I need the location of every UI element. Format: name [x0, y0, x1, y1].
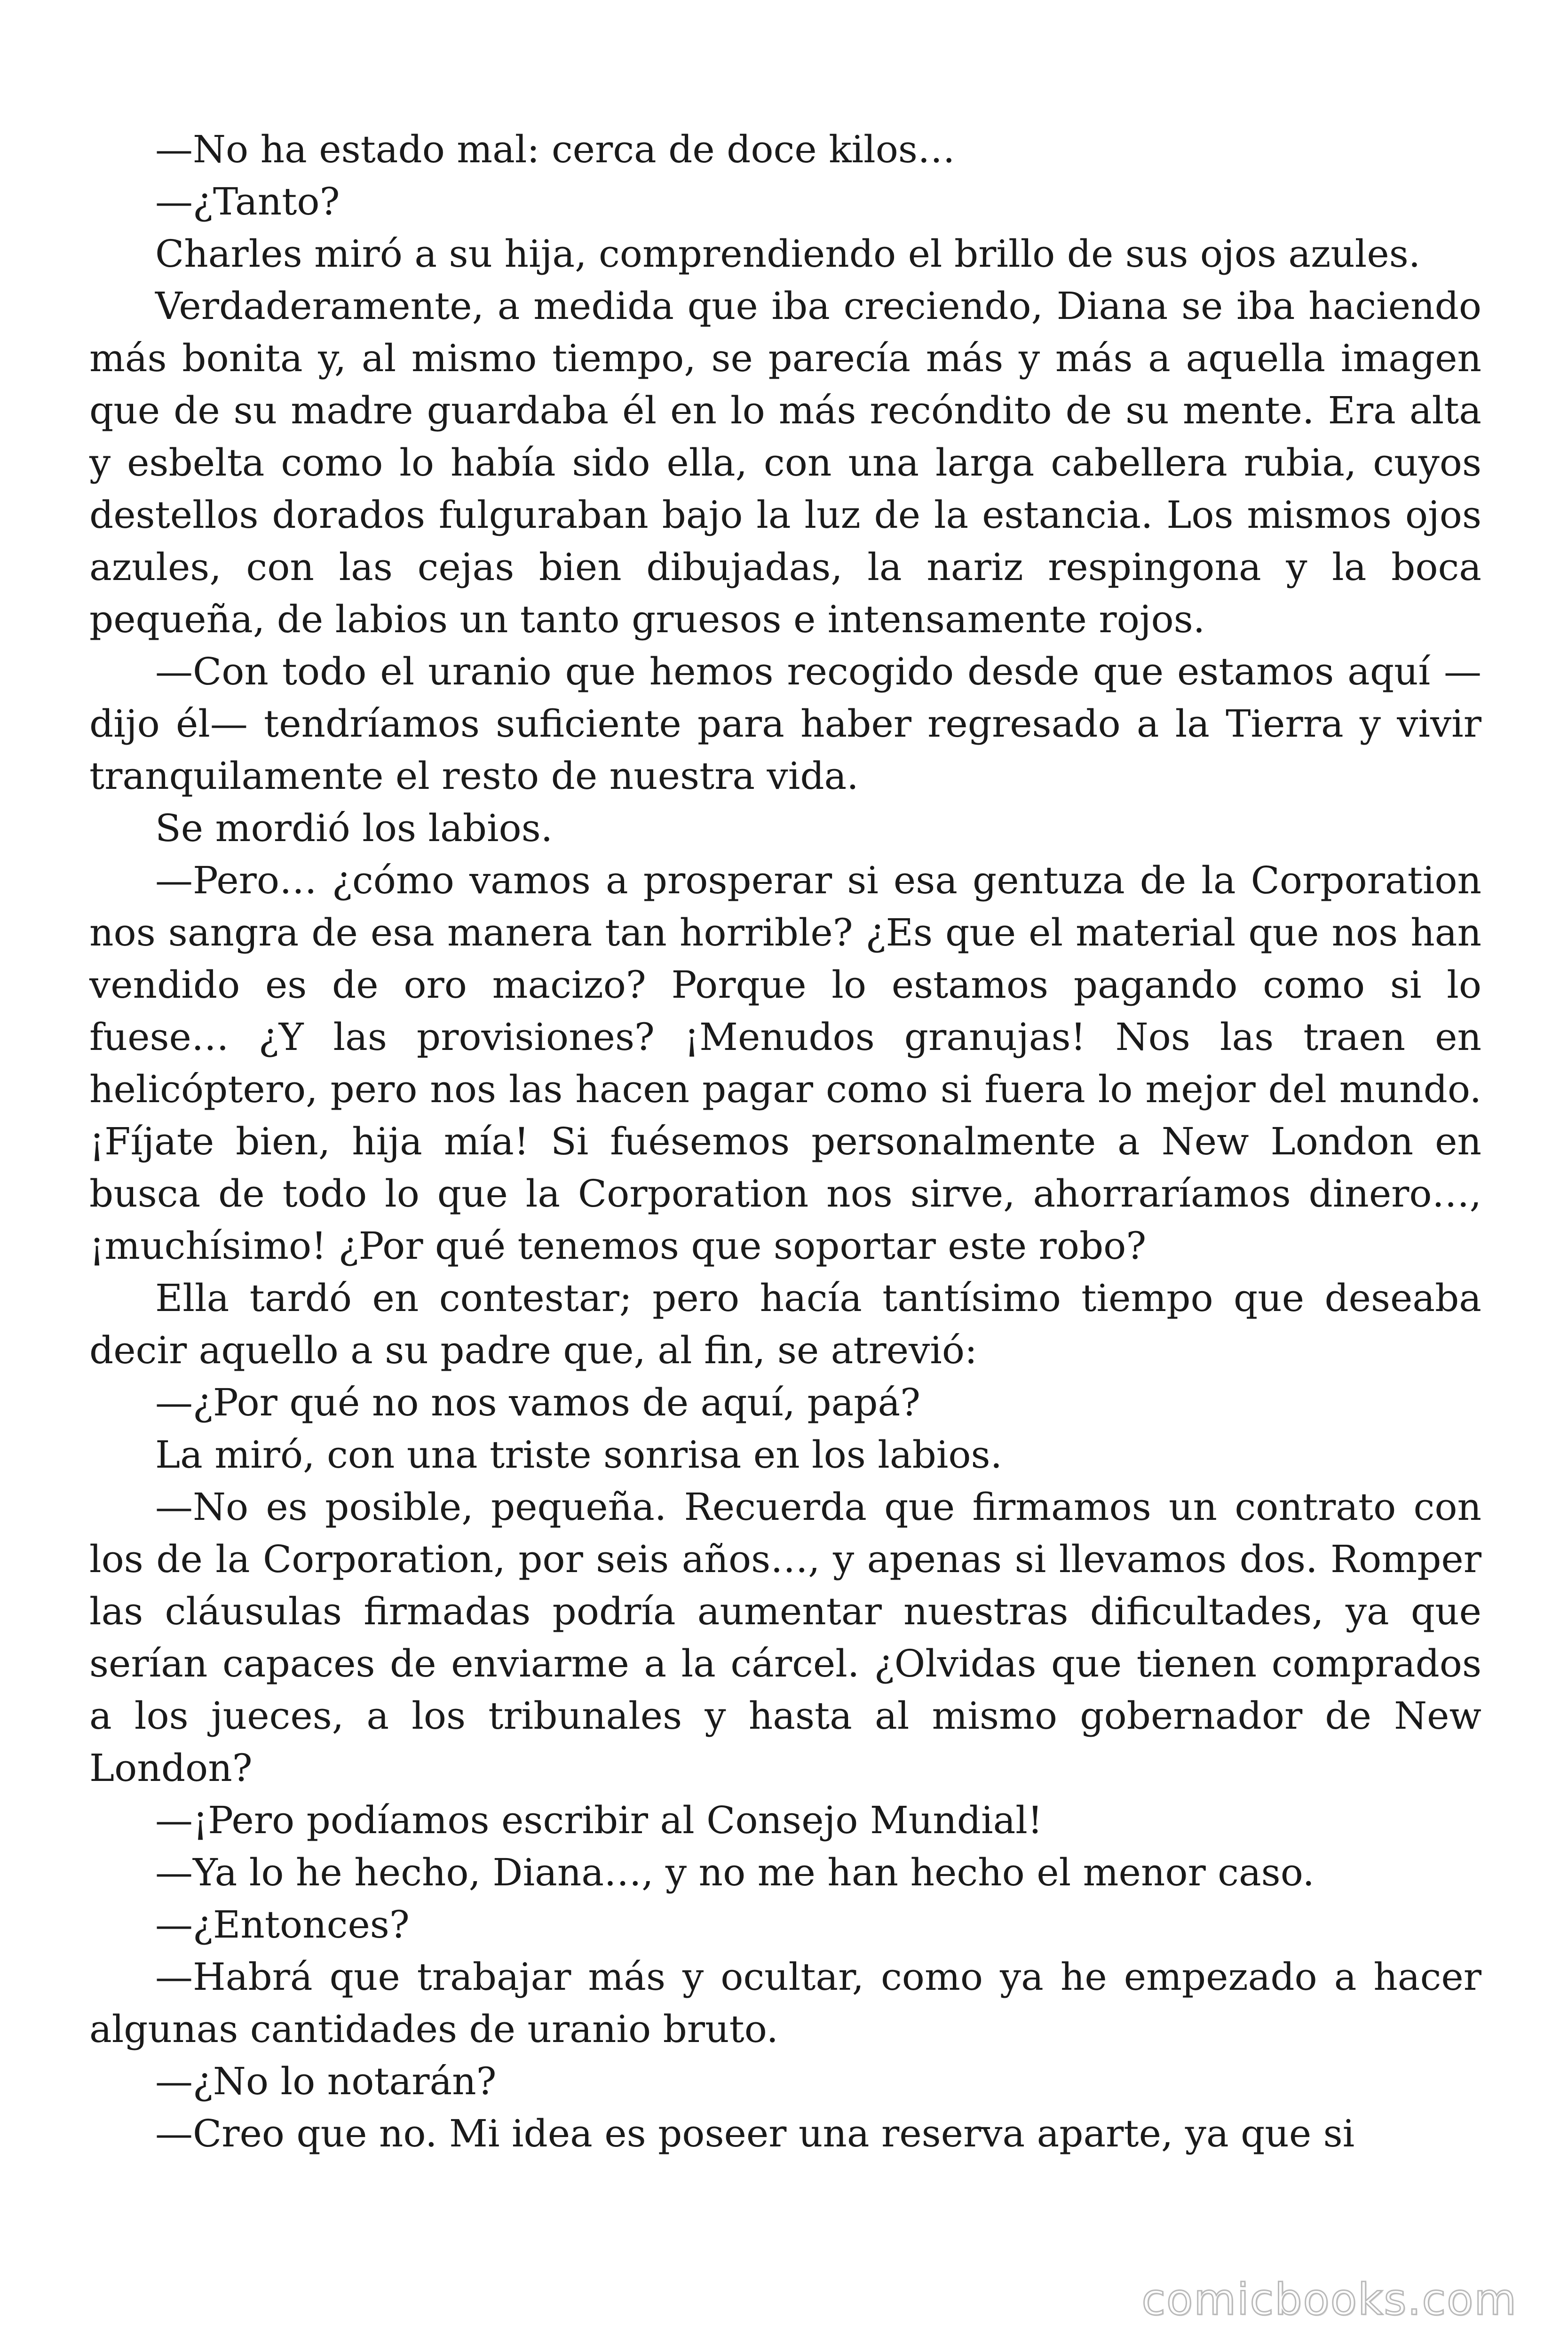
paragraph: —¿Entonces?	[155, 1903, 410, 1947]
paragraph: —Pero… ¿cómo vamos a prosperar si esa gentuza de la Corporation nos sangra de esa manera tan horrible? ¿Es que el material que nos han vendido es de oro macizo? Porque lo estamos pagando como si lo fuese… ¿Y las provisiones? ¡Menudos granujas! Nos las traen en helicóptero, pero nos las hacen pagar como si fuera lo mejor del mundo. ¡Fíjate bien, hija mía! Si fuésemos personalmente a New London en busca de todo lo que la Corporation nos sirve, ahorraríamos dinero…, ¡muchísimo! ¿Por qué tenemos que soportar este robo?	[89, 858, 1481, 1268]
paragraph: —¿Por qué no nos vamos de aquí, papá?	[155, 1381, 921, 1424]
paragraph: Ella tardó en contestar; pero hacía tantísimo tiempo que deseaba decir aquello a su padre que, al fin, se atrevió:	[89, 1276, 1481, 1372]
paragraph: Verdaderamente, a medida que iba creciendo, Diana se iba haciendo más bonita y, al mismo tiempo, se parecía más y más a aquella imagen que de su madre guardaba él en lo más recóndito de su mente. Era alta y esbelta como lo había sido ella, con una larga cabellera rubia, cuyos destellos dorados fulguraban bajo la luz de la estancia. Los mismos ojos azules, con las cejas bien dibujadas, la nariz respingona y la boca pequeña, de labios un tanto gruesos e intensamente rojos.	[89, 284, 1481, 641]
paragraph: —¡Pero podíamos escribir al Consejo Mundial!	[155, 1798, 1043, 1842]
paragraph: —No es posible, pequeña. Recuerda que firmamos un contrato con los de la Corporation, por seis años…, y apenas si llevamos dos. Romper las cláusulas firmadas podría aumentar nuestras dificultades, ya que serían capaces de enviarme a la cárcel. ¿Olvidas que tienen comprados a los jueces, a los tribunales y hasta al mismo gobernador de New London?	[89, 1485, 1481, 1790]
paragraph: Charles miró a su hija, comprendiendo el brillo de sus ojos azules.	[155, 232, 1421, 276]
paragraph: La miró, con una triste sonrisa en los labios.	[155, 1433, 1003, 1477]
paragraph: —Habrá que trabajar más y ocultar, como ya he empezado a hacer algunas cantidades de uranio bruto.	[89, 1955, 1481, 2051]
paragraph: —No ha estado mal: cerca de doce kilos…	[155, 127, 955, 171]
paragraph: —Ya lo he hecho, Diana…, y no me han hecho el menor caso.	[155, 1851, 1315, 1894]
paragraph: —Con todo el uranio que hemos recogido desde que estamos aquí —dijo él— tendríamos suficiente para haber regresado a la Tierra y vivir tranquilamente el resto de nuestra vida.	[89, 650, 1481, 798]
page-text	[89, 123, 1481, 2160]
paragraph: —¿No lo notarán?	[155, 2059, 497, 2103]
paragraph: Se mordió los labios.	[155, 806, 553, 850]
watermark: comicbooks.com	[1141, 2274, 1517, 2325]
paragraph: —¿Tanto?	[155, 180, 340, 223]
paragraph-last-truncated: —Creo que no. Mi idea es poseer una reserva aparte, ya que si	[155, 2112, 1355, 2155]
